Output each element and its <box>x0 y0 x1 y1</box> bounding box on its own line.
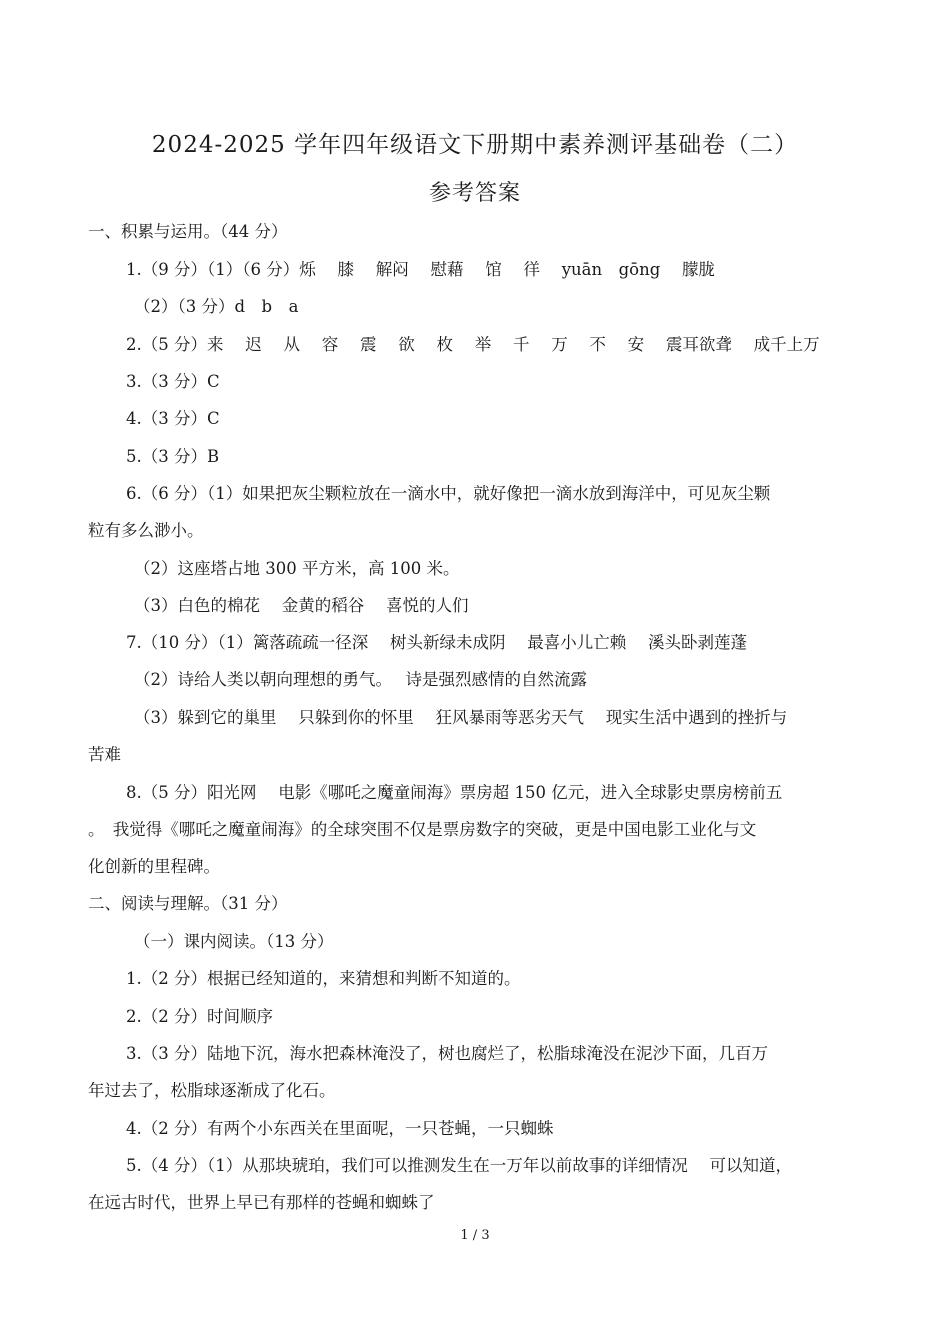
answer-line: 苦难 <box>88 745 121 764</box>
answer-line: （3）白色的棉花 金黄的稻谷 喜悦的人们 <box>134 596 469 615</box>
section-heading: 一、积累与运用。（44 分） <box>88 222 288 241</box>
document-subtitle: 参考答案 <box>428 181 521 206</box>
answer-line: 8.（5 分）阳光网 电影《哪吒之魔童闹海》票房超 150 亿元，进入全球影史票房榜前五 <box>126 783 783 802</box>
answer-line: 7.（10 分）（1）篱落疏疏一径深 树头新绿未成阴 最喜小儿亡赖 溪头卧剥莲蓬 <box>126 633 747 652</box>
answer-line: 粒有多么渺小。 <box>88 521 204 540</box>
answer-line: 4.（2 分）有两个小东西关在里面呢，一只苍蝇，一只蜘蛛 <box>126 1119 554 1138</box>
answer-line: 3.（3 分）C <box>126 372 220 391</box>
page-number: 1 / 3 <box>460 1228 490 1243</box>
answer-line: （2）（3 分）d b a <box>134 297 299 316</box>
answer-line: 年过去了，松脂球逐渐成了化石。 <box>88 1081 336 1100</box>
subsection-heading: （一）课内阅读。（13 分） <box>134 932 334 951</box>
answer-line: 4.（3 分）C <box>126 409 220 428</box>
section-heading: 二、阅读与理解。（31 分） <box>88 894 288 913</box>
answer-line: （2）诗给人类以朝向理想的勇气。 诗是强烈感情的自然流露 <box>134 670 587 689</box>
answer-line: 1.（9 分）（1）（6 分）烁 膝 解闷 慰藉 馆 徉 yuān gōng 朦胧 <box>126 260 716 279</box>
answer-line: 2.（5 分）来 迟 从 容 震 欲 枚 举 千 万 不 安 震耳欲聋 成千上万 <box>126 335 820 354</box>
document-title: 2024-2025 学年四年级语文下册期中素养测评基础卷（二） <box>151 132 799 158</box>
answer-line: 5.（4 分）（1）从那块琥珀，我们可以推测发生在一万年以前故事的详细情况 可以知道， <box>126 1156 792 1175</box>
answer-line: 1.（2 分）根据已经知道的，来猜想和判断不知道的。 <box>126 969 521 988</box>
answer-line: （2）这座塔占地 300 平方米，高 100 米。 <box>134 559 460 578</box>
answer-line: 化创新的里程碑。 <box>88 857 220 876</box>
answer-line: 2.（2 分）时间顺序 <box>126 1007 273 1026</box>
answer-line: 在远古时代，世界上早已有那样的苍蝇和蜘蛛了 <box>88 1193 435 1212</box>
answer-line: （3）躲到它的巢里 只躲到你的怀里 狂风暴雨等恶劣天气 现实生活中遇到的挫折与 <box>134 708 788 727</box>
answer-line: 3.（3 分）陆地下沉，海水把森林淹没了，树也腐烂了，松脂球淹没在泥沙下面，几百万 <box>126 1044 768 1063</box>
answer-line: 。 我觉得《哪吒之魔童闹海》的全球突围不仅是票房数字的突破，更是中国电影工业化与文 <box>88 820 757 839</box>
answer-line: 5.（3 分）B <box>126 447 220 466</box>
answer-line: 6.（6 分）（1）如果把灰尘颗粒放在一滴水中，就好像把一滴水放到海洋中，可见灰尘颗 <box>126 484 771 503</box>
